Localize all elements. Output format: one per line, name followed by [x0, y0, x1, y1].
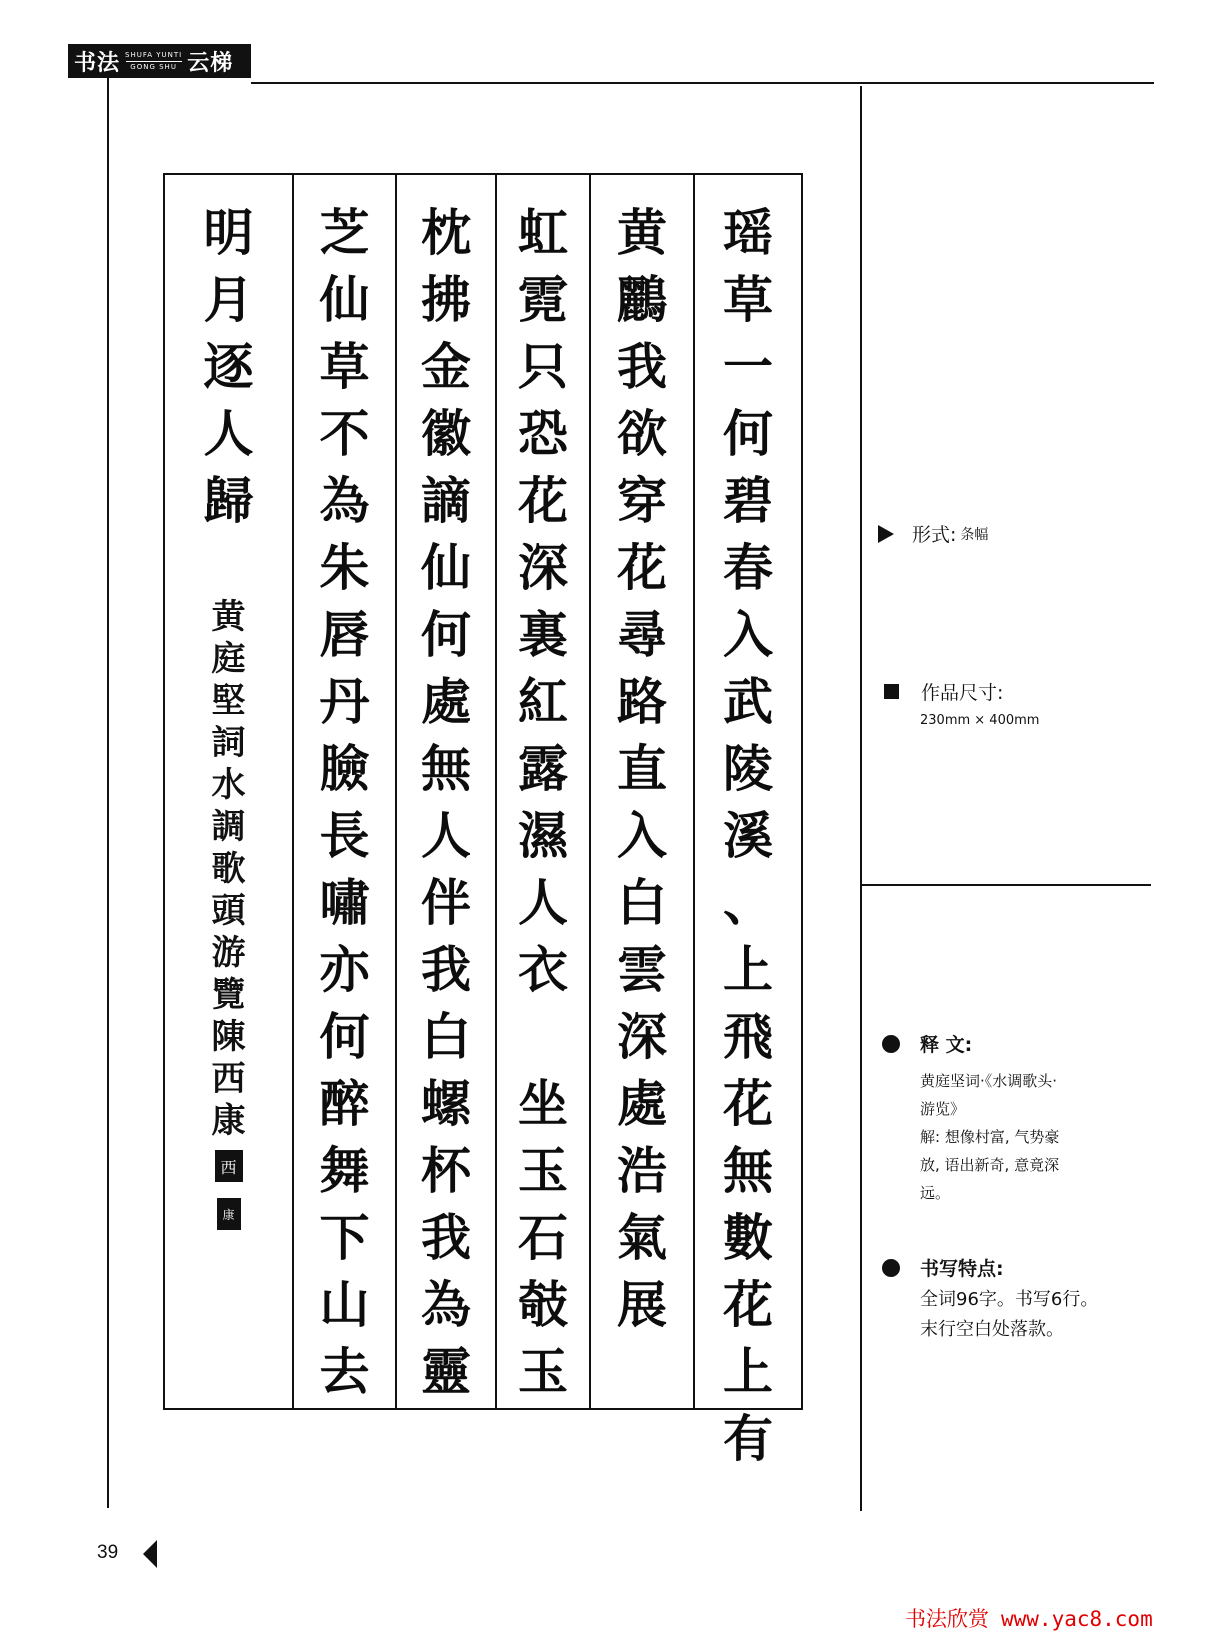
calligraphy-character: 謫	[421, 471, 471, 530]
calligraphy-character: 入	[723, 605, 773, 664]
calligraphy-character: 花	[518, 471, 568, 530]
calligraphy-character: 月	[203, 270, 254, 329]
calligraphy-character: 入	[617, 806, 667, 865]
size-label: 作品尺寸:	[921, 682, 1004, 704]
calligraphy-character: 仙	[319, 270, 370, 329]
calligraphy-character: 濕	[518, 806, 568, 865]
calligraphy-character: 臉	[319, 739, 370, 798]
calligraphy-character: 草	[723, 270, 773, 329]
calligraphy-character: 徽	[421, 404, 471, 463]
signature-character: 游	[211, 933, 246, 973]
calligraphy-character: 玉	[518, 1342, 568, 1401]
calligraphy-character: 我	[421, 1208, 471, 1267]
sidebar-divider-line	[860, 86, 862, 1511]
calligraphy-character: 白	[421, 1007, 471, 1066]
calligraphy-character: 玉	[518, 1141, 568, 1200]
calligraphy-character: 歸	[203, 471, 254, 530]
watermark	[905, 1603, 1153, 1633]
calligraphy-character: 仙	[421, 538, 471, 597]
calligraphy-character: 金	[421, 337, 471, 396]
calligraphy-character: 浩	[617, 1141, 667, 1200]
calligraphy-character: 花	[723, 1074, 773, 1133]
size-value: 230mm × 400mm	[920, 713, 1040, 728]
calligraphy-character: 長	[319, 806, 370, 865]
header-pinyin-rule	[126, 61, 182, 62]
calligraphy-character: 春	[723, 538, 773, 597]
header-pinyin-bottom: GONG SHU	[130, 62, 177, 71]
calligraphy-character: 有	[723, 1409, 773, 1468]
calligraphy-character: 我	[617, 337, 667, 396]
header-pinyin	[125, 51, 182, 72]
calligraphy-character: 山	[319, 1275, 370, 1334]
calligraphy-character: 鸝	[617, 270, 667, 329]
top-rule	[251, 82, 1154, 84]
calligraphy-character: 何	[723, 404, 773, 463]
calligraphy-column-3	[495, 175, 589, 1408]
calligraphy-character: 溪	[723, 806, 773, 865]
page-number: 39	[97, 1542, 119, 1563]
calligraphy-character: 伴	[421, 873, 471, 932]
calligraphy-character: 瑶	[723, 203, 773, 262]
calligraphy-character: 丹	[319, 672, 370, 731]
calligraphy-character: 亦	[319, 940, 370, 999]
triangle-right-icon	[878, 525, 894, 543]
calligraphy-character: 武	[723, 672, 773, 731]
sidebar-section-rule	[861, 884, 1151, 886]
header-pinyin-top: SHUFA YUNTI	[125, 50, 183, 59]
calligraphy-character: 氣	[617, 1208, 667, 1267]
seal-stamp-icon: 康	[217, 1198, 241, 1230]
calligraphy-character: 花	[723, 1275, 773, 1334]
calligraphy-character: 舞	[319, 1141, 370, 1200]
calligraphy-character: 靈	[421, 1342, 471, 1401]
calligraphy-character: 下	[319, 1208, 370, 1267]
features-section	[878, 1254, 1098, 1345]
calligraphy-character: 展	[617, 1275, 667, 1334]
interpretation-text	[920, 1067, 1059, 1207]
form-label: 形式:	[912, 524, 957, 546]
signature-character: 調	[211, 807, 246, 847]
header-right-title: 云梯	[187, 50, 234, 76]
interpretation-line: 解: 想像村富, 气势豪	[920, 1128, 1060, 1146]
calligraphy-column-5	[292, 175, 395, 1408]
calligraphy-character: 上	[723, 1342, 773, 1401]
signature-character: 覽	[211, 975, 246, 1015]
calligraphy-character: 恐	[518, 404, 568, 463]
calligraphy-character: 我	[421, 940, 471, 999]
calligraphy-character: 人	[421, 806, 471, 865]
calligraphy-column-2	[589, 175, 693, 1408]
calligraphy-character: 去	[319, 1342, 370, 1401]
signature-character: 水	[211, 765, 246, 805]
signature-character: 西	[211, 1059, 246, 1099]
features-label: 书写特点:	[920, 1258, 1004, 1280]
interpretation-line: 放, 语出新奇, 意竟深	[920, 1156, 1060, 1174]
calligraphy-character: 露	[518, 739, 568, 798]
form-section	[878, 520, 988, 547]
bullet-icon	[882, 1035, 900, 1053]
calligraphy-character	[518, 1003, 568, 1070]
calligraphy-character: 明	[203, 203, 254, 262]
calligraphy-character: 何	[319, 1007, 370, 1066]
calligraphy-character: 枕	[421, 203, 471, 262]
size-section	[878, 678, 1039, 728]
calligraphy-character: 尋	[617, 605, 667, 664]
calligraphy-character: 芝	[319, 203, 370, 262]
signature-character: 歌	[211, 849, 246, 889]
seal-stamp-icon: 西	[215, 1150, 243, 1182]
header-left-title: 书法	[74, 50, 121, 76]
calligraphy-character: 裏	[518, 605, 568, 664]
calligraphy-character: 螺	[421, 1074, 471, 1133]
features-line: 全词96字。书写6行。	[920, 1289, 1099, 1310]
calligraphy-character: 醉	[319, 1074, 370, 1133]
calligraphy-character: 陵	[723, 739, 773, 798]
calligraphy-character: 紅	[518, 672, 568, 731]
calligraphy-character: 黄	[617, 203, 667, 262]
calligraphy-character: 坐	[518, 1074, 568, 1133]
signature-character: 詞	[211, 723, 246, 763]
interpretation-line: 黄庭坚词·《水调歌头·	[920, 1072, 1058, 1090]
calligraphy-character: 白	[617, 873, 667, 932]
calligraphy-character: 拂	[421, 270, 471, 329]
calligraphy-character: 唇	[319, 605, 370, 664]
form-value: 条幅	[960, 526, 989, 543]
interpretation-line: 远。	[920, 1184, 951, 1202]
signature-character: 康	[211, 1101, 246, 1141]
features-line: 末行空白处落款。	[920, 1319, 1064, 1340]
interpretation-label: 释 文:	[920, 1034, 973, 1056]
calligraphy-panel	[163, 173, 803, 1468]
calligraphy-character: 穿	[617, 471, 667, 530]
calligraphy-character: 欲	[617, 404, 667, 463]
calligraphy-character: 不	[319, 404, 370, 463]
calligraphy-character: 只	[518, 337, 568, 396]
calligraphy-character: 雲	[617, 940, 667, 999]
calligraphy-character: 杯	[421, 1141, 471, 1200]
triangle-left-icon	[143, 1540, 157, 1568]
calligraphy-character: 朱	[319, 538, 370, 597]
watermark-url: www.yac8.com	[1001, 1607, 1153, 1631]
calligraphy-character: 碧	[723, 471, 773, 530]
calligraphy-character: 直	[617, 739, 667, 798]
calligraphy-character: 嘯	[319, 873, 370, 932]
signature-character: 陳	[211, 1017, 246, 1057]
calligraphy-character: 深	[518, 538, 568, 597]
header-badge	[68, 44, 251, 78]
watermark-name: 书法欣赏	[905, 1607, 989, 1631]
calligraphy-character: 逐	[203, 337, 254, 396]
calligraphy-character: 深	[617, 1007, 667, 1066]
calligraphy-character: 虹	[518, 203, 568, 262]
calligraphy-character: 無	[723, 1141, 773, 1200]
calligraphy-character: 處	[617, 1074, 667, 1133]
calligraphy-column-1	[693, 175, 801, 1468]
calligraphy-character: 處	[421, 672, 471, 731]
calligraphy-character: 、	[723, 873, 773, 932]
interpretation-line: 游览》	[920, 1100, 966, 1118]
calligraphy-character: 數	[723, 1208, 773, 1267]
calligraphy-character: 霓	[518, 270, 568, 329]
calligraphy-character: 衣	[518, 940, 568, 999]
calligraphy-column-4	[395, 175, 495, 1408]
calligraphy-character: 為	[319, 471, 370, 530]
calligraphy-character: 為	[421, 1275, 471, 1334]
bullet-icon	[882, 1259, 900, 1277]
square-icon	[884, 684, 899, 699]
calligraphy-character: 飛	[723, 1007, 773, 1066]
signature	[212, 596, 246, 1230]
interpretation-section	[878, 1030, 1059, 1207]
calligraphy-character: 石	[518, 1208, 568, 1267]
calligraphy-character: 攲	[518, 1275, 568, 1334]
signature-character: 黄	[211, 597, 246, 637]
calligraphy-character: 路	[617, 672, 667, 731]
left-margin-line	[107, 78, 109, 1508]
calligraphy-character: 上	[723, 940, 773, 999]
signature-character: 堅	[211, 681, 246, 721]
calligraphy-character: 草	[319, 337, 370, 396]
features-text	[920, 1285, 1098, 1345]
signature-character: 庭	[211, 639, 246, 679]
calligraphy-character: 一	[723, 337, 773, 396]
calligraphy-column-6	[165, 175, 292, 1408]
calligraphy-character: 何	[421, 605, 471, 664]
calligraphy-character: 人	[203, 404, 254, 463]
calligraphy-character: 人	[518, 873, 568, 932]
signature-character: 頭	[211, 891, 246, 931]
calligraphy-character: 無	[421, 739, 471, 798]
calligraphy-character: 花	[617, 538, 667, 597]
